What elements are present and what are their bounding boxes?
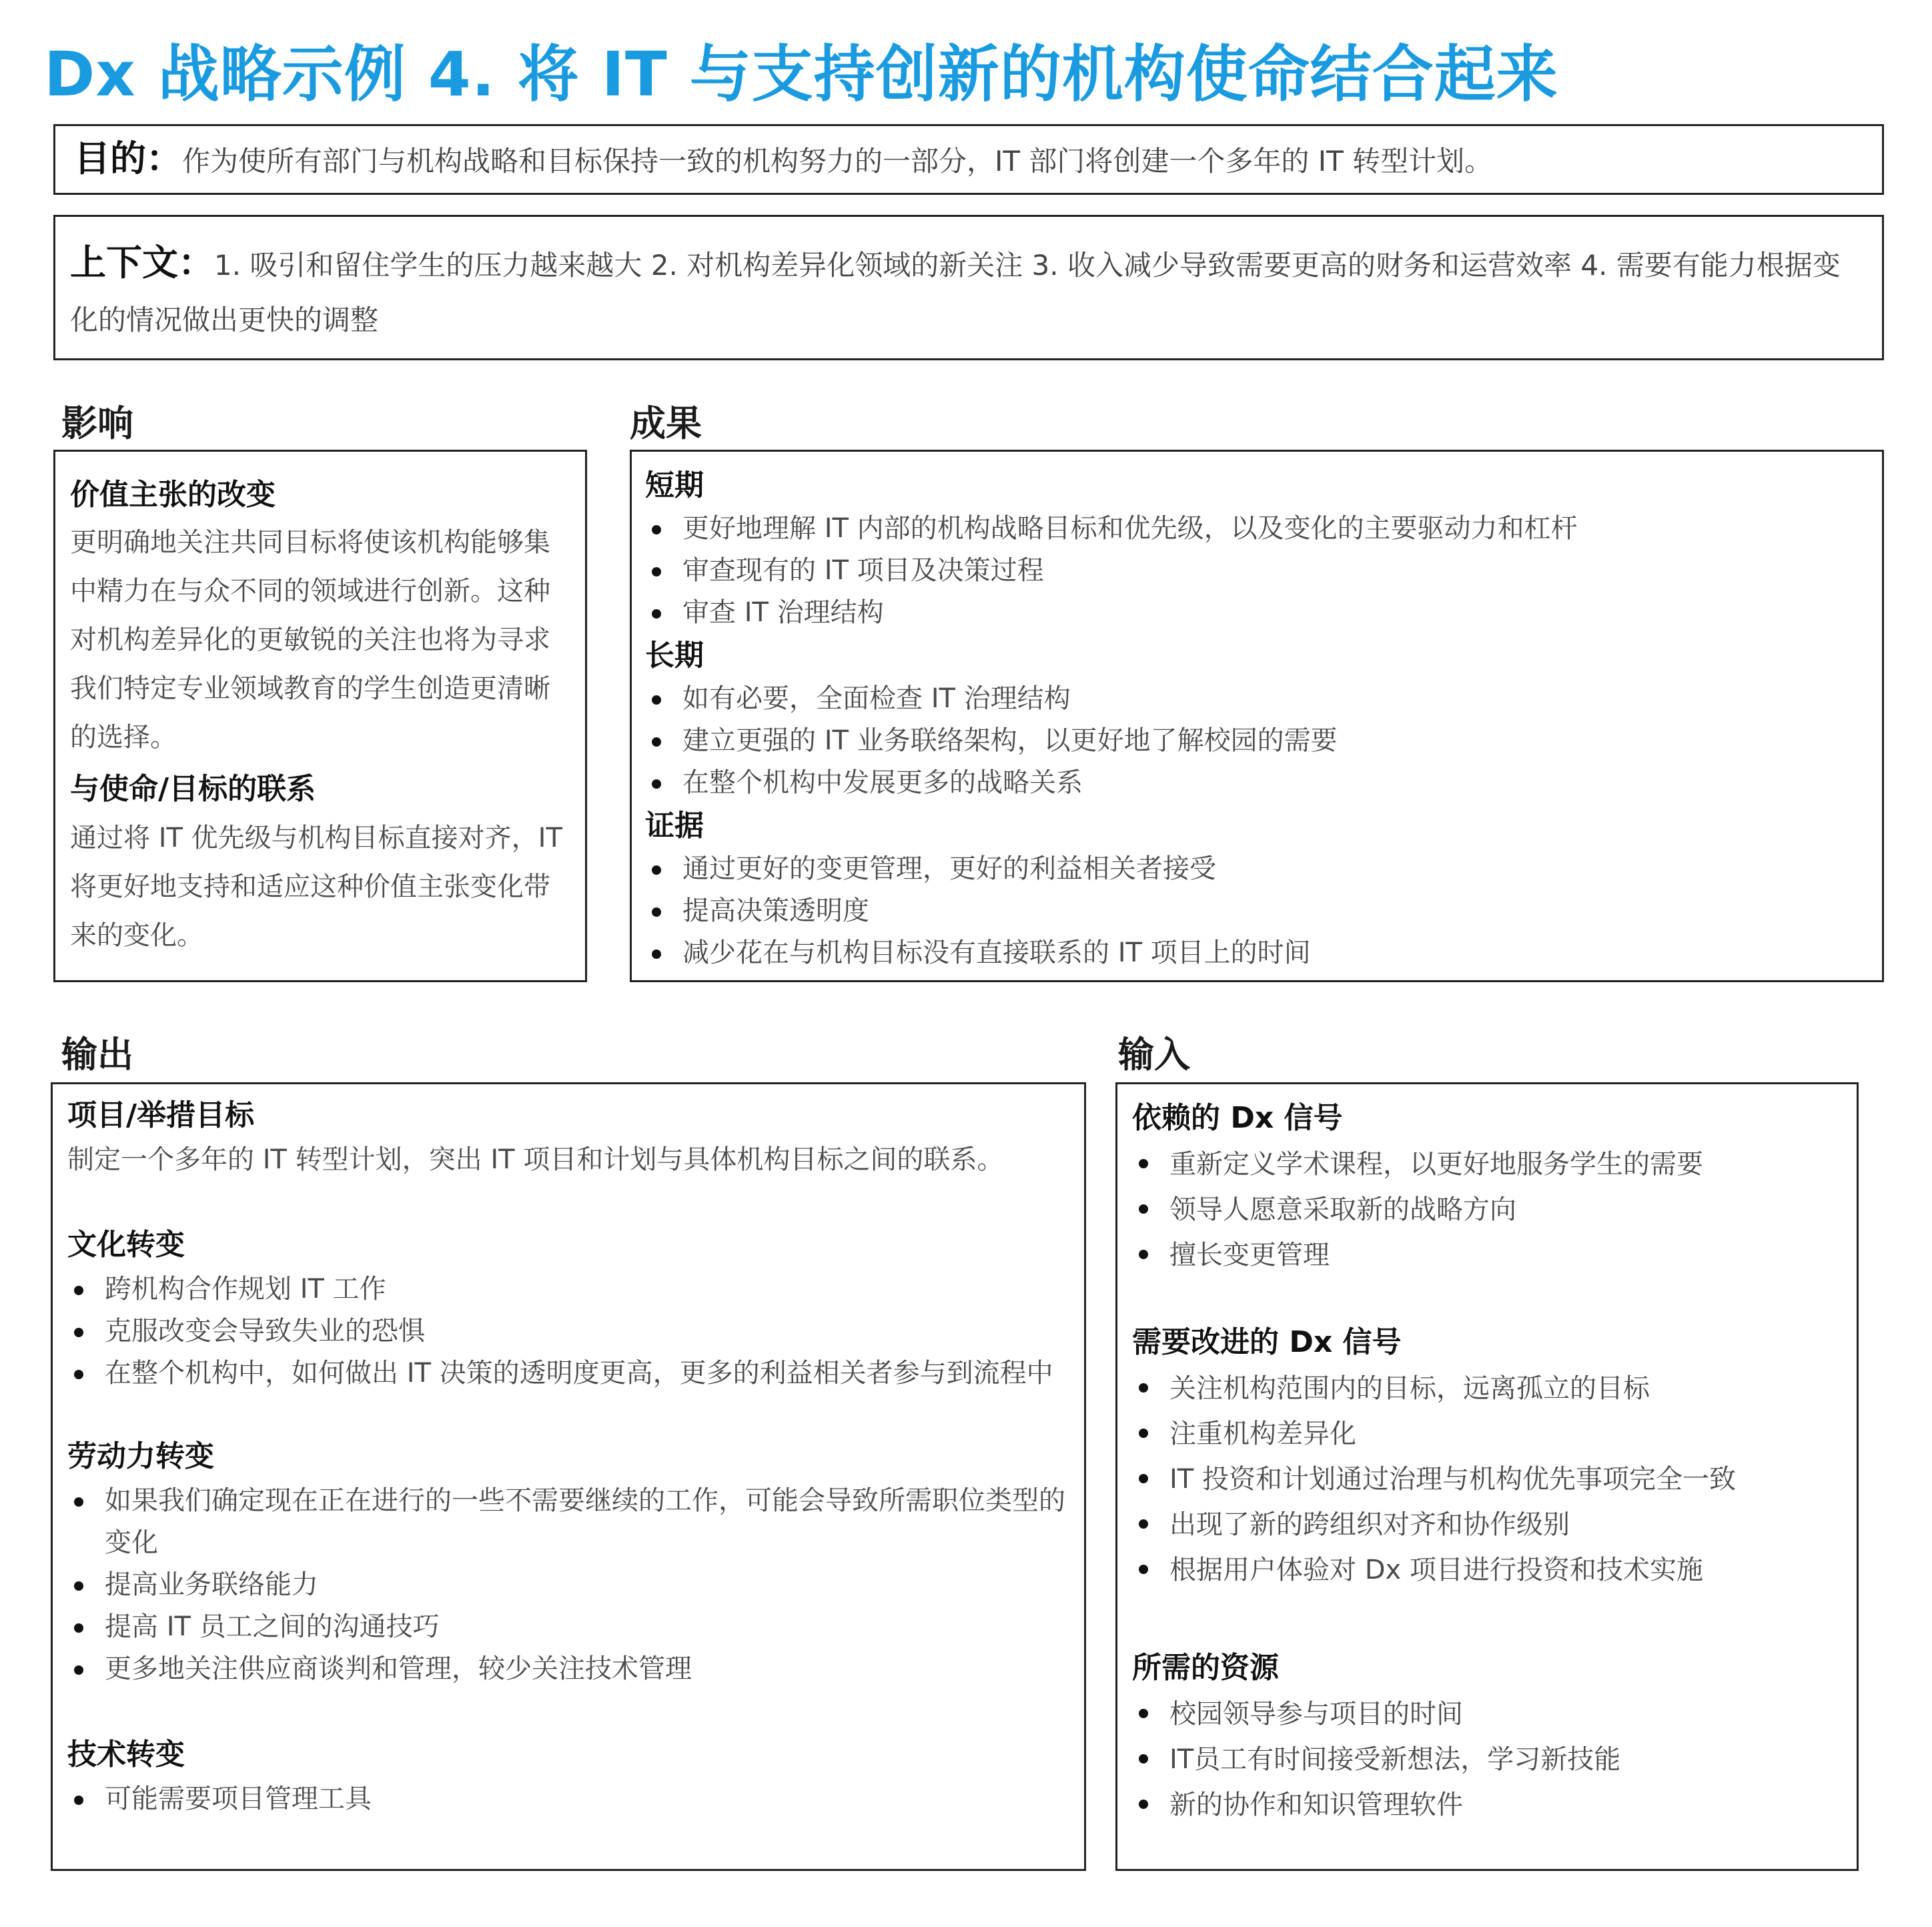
list-item: 擅长变更管理: [1132, 1232, 1843, 1278]
list-item: 在整个机构中，如何做出 IT 决策的透明度更高，更多的利益相关者参与到流程中: [67, 1353, 1071, 1395]
list-item: 关注机构范围内的目标，远离孤立的目标: [1132, 1366, 1843, 1411]
list-item: 提高决策透明度: [645, 890, 1869, 932]
results-box: [630, 450, 1884, 982]
results-list: [645, 508, 1869, 634]
list-item: 更好地理解 IT 内部的机构战略目标和优先级，以及变化的主要驱动力和杠杆: [645, 508, 1869, 550]
list-item: 在整个机构中发展更多的战略关系: [645, 762, 1869, 804]
results-list: [645, 678, 1869, 804]
outputs-box: [51, 1082, 1086, 1871]
list-item: 如果我们确定现在正在进行的一些不需要继续的工作，可能会导致所需职位类型的变化: [67, 1480, 1071, 1564]
results-subheading: 短期: [645, 468, 704, 502]
list-item: 新的协作和知识管理软件: [1132, 1782, 1843, 1828]
context-label: 上下文：: [70, 242, 214, 284]
results-heading: 成果: [630, 402, 702, 444]
context-text: 1. 吸引和留住学生的压力越来越大 2. 对机构差异化领域的新关注 3. 收入减少导致需要更高的财务和运营效率 4. 需要有能力根据变化的情况做出更快的调整: [70, 249, 1841, 336]
results-subheading: 证据: [645, 809, 704, 843]
outputs-subheading: 项目/举措目标: [67, 1098, 255, 1132]
list-item: 注重机构差异化: [1132, 1411, 1843, 1457]
outputs-subheading: 技术转变: [67, 1738, 185, 1772]
outputs-subheading: 劳动力转变: [67, 1439, 214, 1473]
results-list: [645, 848, 1869, 974]
list-item: 出现了新的跨组织对齐和协作级别: [1132, 1502, 1843, 1547]
list-item: 提高 IT 员工之间的沟通技巧: [67, 1606, 1071, 1648]
impact-heading: 影响: [61, 402, 133, 444]
outputs-heading: 输出: [61, 1034, 133, 1076]
list-item: 如有必要，全面检查 IT 治理结构: [645, 678, 1869, 720]
results-subheading: 长期: [645, 639, 704, 673]
inputs-list: [1132, 1691, 1843, 1828]
page-title: Dx 战略示例 4. 将 IT 与支持创新的机构使命结合起来: [44, 39, 1558, 110]
outputs-subheading: 文化转变: [67, 1228, 185, 1262]
list-item: 审查现有的 IT 项目及决策过程: [645, 550, 1869, 592]
purpose-text: 作为使所有部门与机构战略和目标保持一致的机构努力的一部分，IT 部门将创建一个多年的 IT 转型计划。: [182, 145, 1493, 177]
inputs-heading: 输入: [1118, 1034, 1190, 1076]
list-item: 通过更好的变更管理，更好的利益相关者接受: [645, 848, 1869, 890]
context-box: [53, 215, 1884, 360]
purpose-label: 目的：: [74, 137, 182, 179]
list-item: IT 投资和计划通过治理与机构优先事项完全一致: [1132, 1457, 1843, 1502]
list-item: 重新定义学术课程，以更好地服务学生的需要: [1132, 1142, 1843, 1187]
list-item: IT员工有时间接受新想法，学习新技能: [1132, 1737, 1843, 1782]
impact-subheading: 价值主张的改变: [70, 478, 276, 512]
list-item: 根据用户体验对 Dx 项目进行投资和技术实施: [1132, 1547, 1843, 1593]
list-item: 审查 IT 治理结构: [645, 592, 1869, 634]
impact-paragraph: 通过将 IT 优先级与机构目标直接对齐，IT 将更好地支持和适应这种价值主张变化带来的变化。: [70, 823, 562, 951]
list-item: 领导人愿意采取新的战略方向: [1132, 1187, 1843, 1232]
inputs-subheading: 需要改进的 Dx 信号: [1132, 1325, 1402, 1359]
list-item: 提高业务联络能力: [67, 1564, 1071, 1606]
list-item: 更多地关注供应商谈判和管理，较少关注技术管理: [67, 1648, 1071, 1690]
outputs-list: [67, 1778, 1071, 1820]
inputs-subheading: 所需的资源: [1132, 1651, 1279, 1685]
list-item: 可能需要项目管理工具: [67, 1778, 1071, 1820]
outputs-list: [67, 1480, 1071, 1690]
list-item: 减少花在与机构目标没有直接联系的 IT 项目上的时间: [645, 932, 1869, 974]
impact-paragraph: 更明确地关注共同目标将使该机构能够集中精力在与众不同的领域进行创新。这种对机构差异化的更敏锐的关注也将为寻求我们特定专业领域教育的学生创造更清晰的选择。: [70, 527, 550, 753]
list-item: 校园领导参与项目的时间: [1132, 1691, 1843, 1737]
inputs-subheading: 依赖的 Dx 信号: [1132, 1101, 1343, 1135]
list-item: 克服改变会导致失业的恐惧: [67, 1310, 1071, 1353]
outputs-list: [67, 1268, 1071, 1395]
list-item: 跨机构合作规划 IT 工作: [67, 1268, 1071, 1310]
outputs-paragraph: 制定一个多年的 IT 转型计划，突出 IT 项目和计划与具体机构目标之间的联系。: [67, 1144, 1004, 1175]
inputs-box: [1115, 1082, 1859, 1871]
list-item: 建立更强的 IT 业务联络架构，以更好地了解校园的需要: [645, 720, 1869, 762]
impact-box: [53, 450, 587, 982]
inputs-list: [1132, 1142, 1843, 1278]
purpose-box: [53, 124, 1884, 195]
impact-subheading: 与使命/目标的联系: [70, 772, 316, 806]
inputs-list: [1132, 1366, 1843, 1593]
